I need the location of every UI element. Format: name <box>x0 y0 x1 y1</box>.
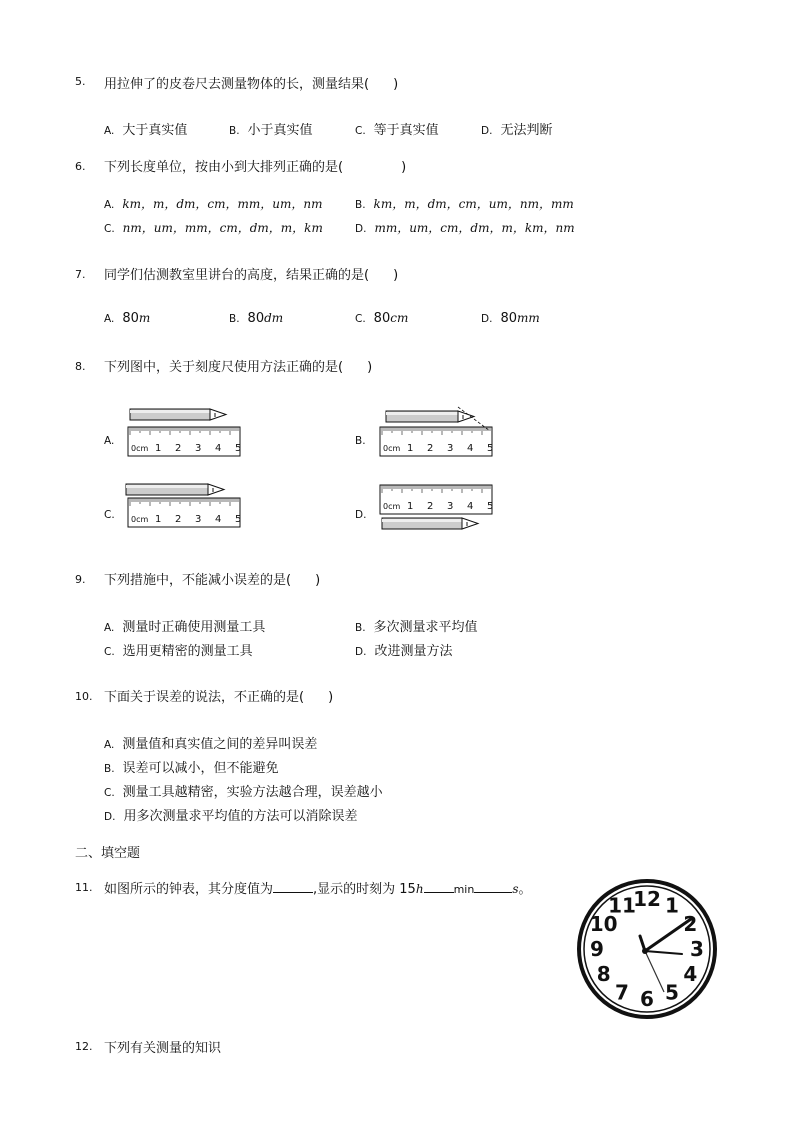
q6-stem: 下列长度单位，按由小到大排列正确的是( ) <box>104 160 407 175</box>
ruler-tick-label: 3 <box>447 443 454 454</box>
q5-option-b[interactable]: B. 小于真实值 <box>229 123 313 138</box>
clock-number: 11 <box>608 893 636 918</box>
q11-blank-seconds[interactable] <box>474 880 512 893</box>
q7-option-a[interactable]: A. 80m <box>104 311 151 326</box>
ruler-tick-label: 4 <box>467 443 474 454</box>
ruler-figure-a <box>120 405 250 465</box>
q5-option-a[interactable]: A. 大于真实值 <box>104 123 188 138</box>
ruler-figure-c <box>120 480 250 540</box>
q6-option-a[interactable]: A. km，m，dm，cm，mm，um，nm <box>104 197 323 211</box>
q8-option-d-label[interactable]: D. <box>355 509 367 521</box>
q11-stem: 如图所示的钟表，其分度值为 ,显示的时刻为 15h min s。 <box>104 882 532 897</box>
ruler-figure-d <box>372 480 502 540</box>
ruler-tick-label: 0cm <box>131 444 149 453</box>
q11-blank-minutes[interactable] <box>424 880 454 893</box>
ruler-tick-label: 2 <box>175 443 182 454</box>
q7-option-d[interactable]: D. 80mm <box>481 311 540 326</box>
q8-option-b-label[interactable]: B. <box>355 435 366 447</box>
pencil-icon <box>126 484 224 495</box>
ruler-tick-label: 3 <box>447 501 454 512</box>
q7-option-c[interactable]: C. 80cm <box>355 311 409 326</box>
clock-number: 8 <box>596 962 611 986</box>
ruler-tick-label: 4 <box>215 514 222 525</box>
clock-number: 1 <box>665 893 679 918</box>
clock-number: 12 <box>633 887 661 911</box>
q8-stem: 下列图中，关于刻度尺使用方法正确的是( ) <box>104 360 373 375</box>
ruler-tick-label: 0cm <box>131 515 149 524</box>
ruler-tick-label: 1 <box>155 514 162 525</box>
clock-figure <box>574 872 720 1026</box>
section-heading-fill-blank: 二、填空题 <box>75 846 141 861</box>
q9-stem: 下列措施中，不能减小误差的是( ) <box>104 573 321 588</box>
q8-option-a-label[interactable]: A. <box>104 435 115 447</box>
q12-number: 12. <box>75 1040 93 1053</box>
q9-option-b[interactable]: B. 多次测量求平均值 <box>355 620 478 635</box>
clock-number: 3 <box>690 937 704 961</box>
ruler-tick-label: 2 <box>427 443 434 454</box>
q6-option-d[interactable]: D. mm，um，cm，dm，m，km，nm <box>355 221 575 235</box>
q9-option-c[interactable]: C. 选用更精密的测量工具 <box>104 644 253 659</box>
q8-number: 8. <box>75 360 86 373</box>
q5-number: 5. <box>75 75 86 88</box>
q6-option-c[interactable]: C. nm，um，mm，cm，dm，m，km <box>104 221 323 235</box>
q7-option-b[interactable]: B. 80dm <box>229 311 284 326</box>
q5-option-d[interactable]: D. 无法判断 <box>481 123 553 138</box>
q6-option-b[interactable]: B. km，m，dm，cm，um，nm，mm <box>355 197 574 211</box>
q10-option-d[interactable]: D. 用多次测量求平均值的方法可以消除误差 <box>104 809 358 824</box>
clock-number: 4 <box>683 962 698 986</box>
ruler-tick-label: 3 <box>195 443 202 454</box>
pencil-icon <box>382 518 478 529</box>
clock-number: 5 <box>665 980 679 1005</box>
q6-number: 6. <box>75 160 86 173</box>
pencil-icon <box>386 411 474 422</box>
q10-option-a[interactable]: A. 测量值和真实值之间的差异叫误差 <box>104 737 318 752</box>
q9-option-a[interactable]: A. 测量时正确使用测量工具 <box>104 620 266 635</box>
q5-option-c[interactable]: C. 等于真实值 <box>355 123 439 138</box>
q9-option-d[interactable]: D. 改进测量方法 <box>355 644 453 659</box>
q11-number: 11. <box>75 881 93 894</box>
clock-number: 6 <box>640 987 654 1011</box>
ruler-tick-label: 0cm <box>383 502 401 511</box>
ruler-tick-label: 2 <box>427 501 434 512</box>
q9-number: 9. <box>75 573 86 586</box>
ruler-tick-label: 4 <box>215 443 222 454</box>
ruler-tick-label: 5 <box>487 443 494 454</box>
q7-number: 7. <box>75 268 86 281</box>
clock-number: 10 <box>589 912 618 936</box>
q11-blank-division[interactable] <box>273 880 313 893</box>
q10-number: 10. <box>75 690 93 703</box>
q10-stem: 下面关于误差的说法，不正确的是( ) <box>104 690 334 705</box>
clock-number: 9 <box>590 937 604 961</box>
ruler-tick-label: 3 <box>195 514 202 525</box>
ruler-tick-label: 1 <box>407 443 414 454</box>
ruler-tick-label: 5 <box>487 501 494 512</box>
clock-number: 2 <box>683 912 698 936</box>
ruler-tick-label: 1 <box>407 501 414 512</box>
clock-number: 7 <box>615 980 629 1005</box>
q10-option-b[interactable]: B. 误差可以减小，但不能避免 <box>104 761 279 776</box>
ruler-tick-label: 5 <box>235 443 242 454</box>
q10-option-c[interactable]: C. 测量工具越精密，实验方法越合理，误差越小 <box>104 785 383 800</box>
ruler-tick-label: 1 <box>155 443 162 454</box>
q7-stem: 同学们估测教室里讲台的高度，结果正确的是( ) <box>104 268 399 283</box>
ruler-tick-label: 0cm <box>383 444 401 453</box>
ruler-tick-label: 5 <box>235 514 242 525</box>
ruler-tick-label: 2 <box>175 514 182 525</box>
q8-option-c-label[interactable]: C. <box>104 509 115 521</box>
ruler-tick-label: 4 <box>467 501 474 512</box>
q12-stem: 下列有关测量的知识 <box>104 1041 222 1056</box>
pencil-icon <box>130 409 226 420</box>
q5-stem: 用拉伸了的皮卷尺去测量物体的长，测量结果( ) <box>104 77 399 92</box>
ruler-figure-b <box>372 405 502 465</box>
